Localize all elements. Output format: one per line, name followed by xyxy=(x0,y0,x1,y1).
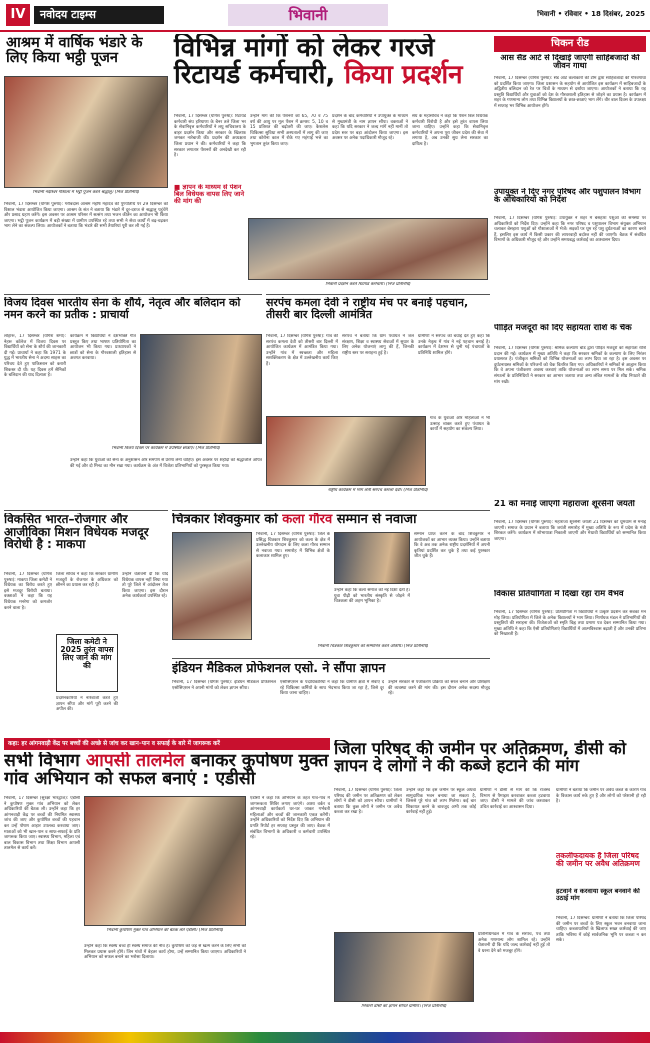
body-vijay-col1: लोहारू, 17 दिसम्बर (योगेश शर्मा): नेहरू कॉलेज में विजय दिवस पर विद्यार्थियों को सेना के शौर्य की जानकारी दी गई। प्राचार्या ने कहा कि 1971 के युद्ध में भारतीय सेना ने अदम्य साहस का परिचय देते हुए पाकिस्तान को करारी शिकस्त दी थी। यह दिवस हमें सैनिकों के बलिदान की याद दिलाता है। xyxy=(4,334,66,379)
story-sand-art xyxy=(494,34,646,184)
caption-chitrakar: भिवानी चित्रकार शिवकुमार को सम्मानित करते अतिथि। (निज प्रतिनिधि) xyxy=(317,644,429,649)
body-makpa-col3: उन्होंने चेतावनी दी कि यदि विधेयक वापस नहीं लिया गया तो पूरे जिले में आंदोलन तेज किया जाएगा। इस दौरान अनेक कार्यकर्ता उपस्थित रहे। xyxy=(122,572,168,600)
box-makpa-demand: जिला कमेटी ने 2025 तुरंत वापस लिए जाने की मांग की xyxy=(56,634,118,692)
body-chitrakar-col3: सम्मान प्राप्त करने के बाद शिवकुमार ने आयोजकों का आभार व्यक्त किया। उन्होंने बताया कि वे अब तक अनेक राष्ट्रीय प्रदर्शनियों में अपनी कृतियां प्रदर्शित कर चुके हैं तथा कई पुरस्कार जीत चुके हैं। xyxy=(414,532,490,560)
body-retired-col1: भिवानी, 17 दिसम्बर (योगेश पुरुषा): रिटायर्ड कर्मचारी संघ हरियाणा के बैनर तले जिला भर के सेवानिवृत्त कर्मचारियों ने लघु सचिवालय के बाहर प्रदर्शन किया और सरकार के खिलाफ जमकर नारेबाजी की। प्रदर्शन की अध्यक्षता जिला प्रधान ने की। कर्मचारियों ने कहा कि सरकार लगातार पेंशनरों की अनदेखी कर रही है। xyxy=(174,114,246,159)
photo-zila-parishad xyxy=(334,932,474,1002)
city-banner: भिवानी xyxy=(228,4,388,26)
kicker-kuposhan: कहा: हर आंगनवाड़ी केंद्र पर बच्चों की अच्छे से जांच कर खान–पान व सफाई के बारे में जागरूक करें xyxy=(4,738,330,750)
body-vijay-col3: उन्होंने कहा कि युवाओं को सेना के अनुशासन और समर्पण से प्रेरणा लेनी चाहिए। इस अवसर पर शहीदों को श्रद्धांजलि अर्पित की गई और दो मिनट का मौन रखा गया। कार्यक्रम के अंत में विजेता प्रतिभागियों को पुरस्कृत किया गया। xyxy=(70,458,262,469)
rule-makpa xyxy=(4,510,168,511)
body-sarpanch-col3: ग्रामीणों ने सरपंच को बधाई देते हुए कहा कि उनके नेतृत्व में गांव ने नई पहचान बनाई है। कार्यक्रम में देशभर से चुनी गई पंचायतों के प्रतिनिधि शामिल होंगे। xyxy=(418,334,490,356)
body-bhatti-pujan: भिवानी, 17 दिसम्बर (योगेश पुरुषा): गरीबदास आश्रम महर्षि महादेव की पुण्यतिथि पर 29 दिसम्बर को विशाल भंडारा आयोजित किया जाएगा। आश्रम के संत ने बताया कि भंडारे में दूर-दराज से श्रद्धालु पहुंचेंगे और प्रसाद ग्रहण करेंगे। इस अवसर पर आश्रम परिसर में सत्संग तथा भजन कीर्तन का आयोजन भी किया जाएगा। भट्ठी पूजन कार्यक्रम में बड़ी संख्या में ग्रामीण उपस्थित रहे तथा सभी ने सेवा कार्यों में बढ़-चढ़कर भाग लेने का संकल्प लिया। आयोजकों ने बताया कि भंडारे की सभी तैयारियां पूरी कर ली गई हैं। xyxy=(4,202,168,230)
story-makpa xyxy=(4,510,168,736)
caption-retired-employees: भिवानी प्रदर्शन करते रिटायर्ड कर्मचारी। (निज प्रतिनिधि) xyxy=(325,282,411,287)
body-zila-col4: प्रतिनिधिमंडल में गांव के सरपंच, पंच तथा अनेक गणमान्य लोग शामिल रहे। उन्होंने चेतावनी दी कि यदि जल्द कार्रवाई नहीं हुई तो वे धरना देने को मजबूर होंगे। xyxy=(478,932,550,954)
photo-chitrakar xyxy=(172,532,252,640)
subhead-sand-art: आस सैंड आर्ट से दिखाई जाएगी साहिबजादों की जीवन गाथा xyxy=(500,54,640,71)
story-medical-association xyxy=(172,658,490,736)
story-sarpanch xyxy=(266,294,490,508)
paper-name-logo: नवोदय टाइम्स xyxy=(34,6,164,24)
photo-bhatti-pujan xyxy=(4,76,168,188)
rule-chitrakar xyxy=(172,510,490,511)
body-retired-col3: प्रदर्शन के बाद कर्मचारियों ने उपायुक्त के माध्यम से मुख्यमंत्री के नाम ज्ञापन सौंपा। वक्ताओं ने कहा कि यदि सरकार ने जल्द मांगें नहीं मानीं तो प्रदेश स्तर पर बड़ा आंदोलन किया जाएगा। इस अवसर पर अनेक पदाधिकारी मौजूद रहे। xyxy=(332,114,408,142)
story-pratiyogita xyxy=(494,588,646,736)
story-dc-directions xyxy=(494,186,646,320)
caption-zila-parishad: भिवानी डीसी को ज्ञापन सौंपते ग्रामीण। (निज प्रतिनिधि) xyxy=(361,1004,447,1009)
dateline: भिवानी • रविवार • 18 दिसंबर, 2025 xyxy=(537,10,645,18)
headline-labour-cheques: पीड़ित मजदूरों को दिए सहायता राशि के चैक xyxy=(494,324,632,333)
photo-kuposhan xyxy=(84,796,246,926)
body-zila-col1: भिवानी, 17 दिसम्बर (योगेश पुरुषा): जिला परिषद की जमीन पर अतिक्रमण को लेकर लोगों ने डीसी को ज्ञापन सौंपा। ग्रामीणों ने बताया कि कुछ लोगों ने जमीन पर अवैध कब्जा कर रखा है। xyxy=(334,788,402,816)
label-chikan-reed: चिकन रीड xyxy=(494,36,646,52)
headline-zila-parishad: जिला परिषद की जमीन पर अतिक्रमण, डीसी को ज्ञापन दे लोगों ने की कब्जे हटाने की मांग xyxy=(334,740,626,775)
sidebar-atikraman xyxy=(556,788,646,1026)
headline-retired-employees: विभिन्न मांगों को लेकर गरजे रिटायर्ड कर्मचारी, किया प्रदर्शन xyxy=(174,34,463,91)
body-atikraman: भिवानी, 17 दिसम्बर: ग्रामीणों ने बताया कि जिला परिषद की जमीन पर बच्चों के लिए स्कूल भवन बनवाया जाना चाहिए। कब्जाधारियों के खिलाफ सख्त कार्रवाई की जाए ताकि भविष्य में कोई सार्वजनिक भूमि पर कब्जा न कर सके। xyxy=(556,916,646,944)
rule-vijay-diwas xyxy=(4,294,262,295)
body-makpa-col2: जिला सचिव ने कहा कि सरकार ग्रामीण मजदूरों के रोजगार के अधिकार को छीनने का प्रयास कर रही है। xyxy=(56,572,118,589)
body-medical-col3: उन्होंने सरकार से पंजीकरण प्रक्रिया को सरल बनाने और प्रशिक्षण की व्यवस्था करने की मांग की। इस दौरान अनेक सदस्य मौजूद रहे। xyxy=(388,680,490,697)
body-labour-cheques: भिवानी, 17 दिसम्बर (योगेश पुरुषा): श्रमिक कल्याण बोर्ड द्वारा पीड़ित मजदूरों को सहायता राशि प्रदान की गई। कार्यक्रम में मुख्य अतिथि ने कहा कि सरकार श्रमिकों के कल्याण के लिए निरंतर प्रयासरत है। पंजीकृत श्रमिकों को विभिन्न योजनाओं का लाभ दिया जा रहा है। इस अवसर पर दुर्घटनाग्रस्त श्रमिकों के परिजनों को चैक वितरित किए गए। अधिकारियों ने श्रमिकों से आह्वान किया कि वे अपना पंजीकरण अवश्य करवाएं ताकि योजनाओं का लाभ समय पर मिल सके। श्रमिक संगठनों के प्रतिनिधियों ने सरकार का आभार जताया तथा अन्य लंबित मामलों के शीघ्र निपटारे की मांग रखी। xyxy=(494,346,646,385)
headline-makpa: विकसित भारत–रोजगार और आजीविका मिशन विधेयक मजदूर विरोधी है : माकपा xyxy=(4,513,149,551)
story-chitrakar xyxy=(172,510,490,656)
story-vijay-diwas xyxy=(4,294,262,508)
rule-medical xyxy=(172,658,490,659)
headline-sarpanch: सरपंच कमला देवी ने राष्ट्रीय मंच पर बनाई पहचान, तीसरी बार दिल्ली आमंत्रित xyxy=(266,297,469,321)
body-makpa-col1: भिवानी, 17 दिसम्बर (योगेश पुरुषा): माकपा जिला कमेटी ने विधेयक का विरोध करते हुए इसे मजदूर विरोधी बताया। वक्ताओं ने कहा कि यह विधेयक मनरेगा को कमजोर करने वाला है। xyxy=(4,572,52,611)
headline-bhatti-pujan: आश्रम में वार्षिक भंडारे के लिए किया भट्ठी पूजन xyxy=(6,35,143,67)
story-labour-cheques xyxy=(494,322,646,498)
headline-kuposhan: सभी विभाग आपसी तालमेल बनाकर कुपोषण मुक्त गांव अभियान को सफल बनाएं : एडीसी xyxy=(4,752,329,789)
footer-color-bar xyxy=(0,1032,650,1043)
caption-kuposhan: भिवानी कुपोषण मुक्त गांव अभियान की बैठक लेते एडीसी। (निज प्रतिनिधि) xyxy=(106,928,224,933)
body-pratiyogita: भिवानी, 17 दिसम्बर (योगेश पुरुषा): प्रतियोगिता में विद्यार्थियों ने उत्कृष्ट प्रदर्शन कर सबका मन मोह लिया। प्रतियोगिता में जिले के अनेक विद्यालयों ने भाग लिया। निर्णायक मंडल ने प्रतिभागियों की प्रस्तुतियों की सराहना की। विजेताओं को स्मृति चिह्न तथा प्रमाण पत्र देकर सम्मानित किया गया। मुख्य अतिथि ने कहा कि ऐसी प्रतियोगिताएं विद्यार्थियों में आत्मविश्वास बढ़ाती हैं और उनकी प्रतिभा को निखारती हैं। xyxy=(494,610,646,638)
body-shoorsaini-jayanti: भिवानी, 17 दिसम्बर (योगेश पुरुषा): महाराजा शूरसैनी जयंती 21 दिसम्बर को धूमधाम से मनाई जाएगी। समाज के प्रधान ने बताया कि जयंती समारोह में मुख्य अतिथि के रूप में प्रदेश के मंत्री शिरकत करेंगे। कार्यक्रम में शोभायात्रा निकाली जाएगी और मेधावी विद्यार्थियों को सम्मानित किया जाएगा। xyxy=(494,520,646,542)
subhead-atikraman: हटवाने व करवाया स्कूल बनवाने की उठाई मांग xyxy=(556,888,640,902)
body-retired-col4: संघ के महासचिव ने कहा कि पेंशन बिल विधेयक कर्मचारी विरोधी है और इसे तुरंत वापस लिया जाना चाहिए। उन्होंने कहा कि सेवानिवृत्त कर्मचारियों ने अपना पूरा जीवन प्रदेश की सेवा में लगाया है, अब उनकी सुध लेना सरकार का दायित्व है। xyxy=(412,114,488,147)
headline-shoorsaini-jayanti: 21 को मनाई जाएगी महाराजा शूरसैनी जयंती xyxy=(494,500,635,509)
caption-sarpanch: राष्ट्रीय कार्यक्रम में भाग लेती सरपंच कमला देवी। (निज प्रतिनिधि) xyxy=(327,488,429,493)
masthead-rule xyxy=(0,30,650,32)
rule-sarpanch xyxy=(266,294,490,295)
caption-bhatti-pujan: भिवानी नंदीश्वर गौशाला में भट्ठी पूजन करते श्रद्धालु। (निज प्रतिनिधि) xyxy=(32,190,140,195)
photo-sarpanch xyxy=(266,416,426,486)
page-number: IV xyxy=(6,4,30,26)
headline-chitrakar: चित्रकार शिवकुमार को कला गौरव सम्मान से नवाजा xyxy=(172,513,417,527)
headline-medical-association: इंडियन मैडिकल प्रोफेशनल एसो. ने सौंपा ज्ञापन xyxy=(172,661,386,675)
headline-atikraman: तकलीफदायक है जिला परिषद की जमीन पर अवैध अतिक्रमण xyxy=(556,852,640,868)
story-bhatti-pujan xyxy=(4,34,170,292)
body-kuposhan-col2: एडीसी ने कहा कि अभियान के तहत गांव-गांव में जागरूकता शिविर लगाए जाएंगे। आशा वर्कर व आंगनवाड़ी कार्यकर्ता घर-घर जाकर गर्भवती महिलाओं और बच्चों की जानकारी एकत्र करेंगी। उन्होंने अधिकारियों को निर्देश दिए कि अभियान की प्रगति रिपोर्ट हर सप्ताह प्रस्तुत की जाए। बैठक में संबंधित विभागों के अधिकारी व कर्मचारी उपस्थित रहे। xyxy=(250,796,330,841)
body-kuposhan-col1: भिवानी, 17 दिसम्बर (सुरक्षा भारद्वाज): एडीसी ने कुपोषण मुक्त गांव अभियान को लेकर अधिकारियों की बैठक ली। उन्होंने कहा कि हर आंगनवाड़ी केंद्र पर बच्चों की नियमित स्वास्थ्य जांच की जाए और कुपोषित बच्चों की पहचान कर उन्हें पोषण आहार उपलब्ध करवाया जाए। माताओं को भी खान-पान व साफ-सफाई के प्रति जागरूक किया जाए। स्वास्थ्य विभाग, महिला एवं बाल विकास विभाग तथा शिक्षा विभाग आपसी तालमेल से कार्य करें। xyxy=(4,796,80,852)
body-sarpanch-col2: सरपंच ने बताया कि ग्राम पंचायत ने जल संरक्षण, शिक्षा व स्वास्थ्य सेवाओं में सुधार के लिए अनेक योजनाएं लागू की हैं, जिनकी राष्ट्रीय स्तर पर सराहना हुई है। xyxy=(342,334,414,356)
body-medical-col1: भिवानी, 17 दिसम्बर (योगेश पुरुषा): इंडियन मैडिकल प्रोफेशनल एसोसिएशन ने अपनी मांगों को लेकर ज्ञापन सौंपा। xyxy=(172,680,276,691)
body-atikraman-top: ग्रामीणों ने बताया कि जमीन पर अवैध कब्जे के कारण गांव के विकास कार्य रुके हुए हैं और लोगों को परेशानी हो रही है। xyxy=(556,788,646,805)
body-retired-col2: उन्होंने मांग की कि पेंशनरों को 65, 70 व 75 वर्ष की आयु पर मूल पेंशन में क्रमश: 5, 10 व 15 प्रतिशत की बढ़ोतरी की जाए। कैशलेस चिकित्सा सुविधा सभी अस्पतालों में लागू की जाए तथा कोरोना काल में रोके गए महंगाई भत्ते का भुगतान तुरंत किया जाए। xyxy=(250,114,328,147)
story-shoorsaini-jayanti xyxy=(494,500,646,586)
sidebar-pension-bill: ■ ज्ञापन के माध्यम से पेंशन बिल विधेयक वापस लिए जाने की मांग की xyxy=(174,184,245,205)
body-sand-art: भिवानी, 17 दिसम्बर (योगेश पुरुषा): सैंड आर्ट कलाकारों की टीम द्वारा साहिबजादों की गौरवगाथा को प्रदर्शित किया जाएगा। जिला प्रशासन के सहयोग से आयोजित इस कार्यक्रम में साहिबजादों के अद्वितीय बलिदान को रेत पर चित्रों के माध्यम से दर्शाया जाएगा। आयोजकों ने बताया कि यह प्रस्तुति विद्यार्थियों और युवाओं को देश के गौरवशाली इतिहास से जोड़ने का प्रयास है। कार्यक्रम में शहर के गणमान्य लोग तथा विभिन्न विद्यालयों के छात्र-छात्राएं भाग लेंगे। वीर बाल दिवस के उपलक्ष्य में सप्ताह भर विभिन्न आयोजन होंगे। xyxy=(494,76,646,109)
body-medical-col2: एसोसिएशन के पदाधिकारियों ने कहा कि ग्रामीण क्षेत्रों में सेवाएं दे रहे चिकित्सा कर्मियों के साथ भेदभाव किया जा रहा है, जिसे दूर किया जाना चाहिए। xyxy=(280,680,384,697)
body-zila-col2: उन्होंने कहा कि इस जमीन पर स्कूल अथवा सामुदायिक भवन बनाया जा सकता है, जिससे पूरे गांव को लाभ मिलेगा। कई बार शिकायत करने के बावजूद अभी तक कोई कार्रवाई नहीं हुई। xyxy=(406,788,476,816)
headline-dc-directions: उपायुक्त ने दिए नगर परिषद और पशुपालन विभाग के अधिकारियों को निर्देश xyxy=(494,188,641,205)
body-zila-col3: ग्रामीणों ने डीसी से मांग की कि राजस्व विभाग से पैमाइश करवाकर कब्जा हटवाया जाए। डीसी ने मामले की जांच करवाकर उचित कार्रवाई का आश्वासन दिया। xyxy=(480,788,550,810)
headline-vijay-diwas: विजय दिवस भारतीय सेना के शौर्य, नेतृत्व और बलिदान को नमन करने का प्रतीक : प्राचार्या xyxy=(4,297,241,321)
body-dc-directions: भिवानी, 17 दिसम्बर (योगेश पुरुषा): उपायुक्त ने शहर में बेसहारा पशुओं की समस्या पर अधिकारियों को निर्देश दिए। उन्होंने कहा कि नगर परिषद व पशुपालन विभाग संयुक्त अभियान चलाकर बेसहारा पशुओं को गौशालाओं में भेजें। सड़कों पर घूम रहे पशु दुर्घटनाओं का कारण बनते हैं, इसलिए इस कार्य में किसी प्रकार की लापरवाही बर्दाश्त नहीं की जाएगी। बैठक में संबंधित विभागों के अधिकारी मौजूद रहे और उन्होंने समयबद्ध कार्रवाई का आश्वासन दिया। xyxy=(494,216,646,244)
photo-retired-employees xyxy=(248,218,488,280)
body-sarpanch-col4: गांव के युवाओं और महिलाओं ने भी उत्साह व्यक्त करते हुए पंचायत के कार्यों में सहयोग का संकल्प लिया। xyxy=(430,416,490,433)
story-zila-parishad xyxy=(334,738,646,1028)
body-sarpanch-col1: भिवानी, 17 दिसम्बर (योगेश पुरुषा): गांव की सरपंच कमला देवी को तीसरी बार दिल्ली में आयोजित कार्यक्रम में आमंत्रित किया गया। उन्होंने गांव में स्वच्छता और महिला सशक्तिकरण के क्षेत्र में उल्लेखनीय कार्य किए हैं। xyxy=(266,334,338,367)
body-vijay-col2: कार्यक्रम में विद्यार्थियों ने देशभक्ति गीत प्रस्तुत किए तथा भाषण प्रतियोगिता का आयोजन भी किया गया। प्राध्यापकों ने छात्रों को सेना के गौरवशाली इतिहास से अवगत करवाया। xyxy=(70,334,136,362)
headline-pratiyogita: विकास प्रतियोगिता में दिखा रहा राम वैभव xyxy=(494,590,624,599)
masthead xyxy=(0,0,650,32)
photo-chitrakar-2 xyxy=(334,532,410,584)
body-chitrakar-col2: उन्होंने कहा कि कला समाज को नई दिशा देती है। युवा पीढ़ी को भारतीय संस्कृति से जोड़ने में चित्रकला की अहम भूमिका है। xyxy=(334,588,410,605)
body-chitrakar-col1: भिवानी, 17 दिसम्बर (योगेश पुरुषा): जिले के प्रसिद्ध चित्रकार शिवकुमार को कला के क्षेत्र में उल्लेखनीय योगदान के लिए कला गौरव सम्मान से नवाजा गया। समारोह में विभिन्न क्षेत्रों के कलाकार शामिल हुए। xyxy=(256,532,330,560)
story-retired-employees xyxy=(172,34,490,292)
body-kuposhan-col3: उन्होंने कहा कि स्वस्थ बच्चे ही स्वस्थ समाज की नींव हैं। कुपोषण को जड़ से खत्म करने के लिए सभी को मिलकर प्रयास करने होंगे। जिन गांवों में बेहतर कार्य होगा, उन्हें सम्मानित किया जाएगा। अधिकारियों ने अभियान को सफल बनाने का भरोसा दिलाया। xyxy=(84,944,246,961)
body-makpa-col4: प्रदर्शनकारियों ने नारेबाजी करते हुए ज्ञापन सौंपा और मांगें पूरी करने की अपील की। xyxy=(56,696,118,713)
story-kuposhan xyxy=(4,738,330,1028)
caption-vijay-diwas: भिवानी विजय दिवस पर कार्यक्रम में उपस्थित छात्राएं। (निज प्रतिनिधि) xyxy=(111,446,221,451)
photo-vijay-diwas xyxy=(140,334,262,444)
